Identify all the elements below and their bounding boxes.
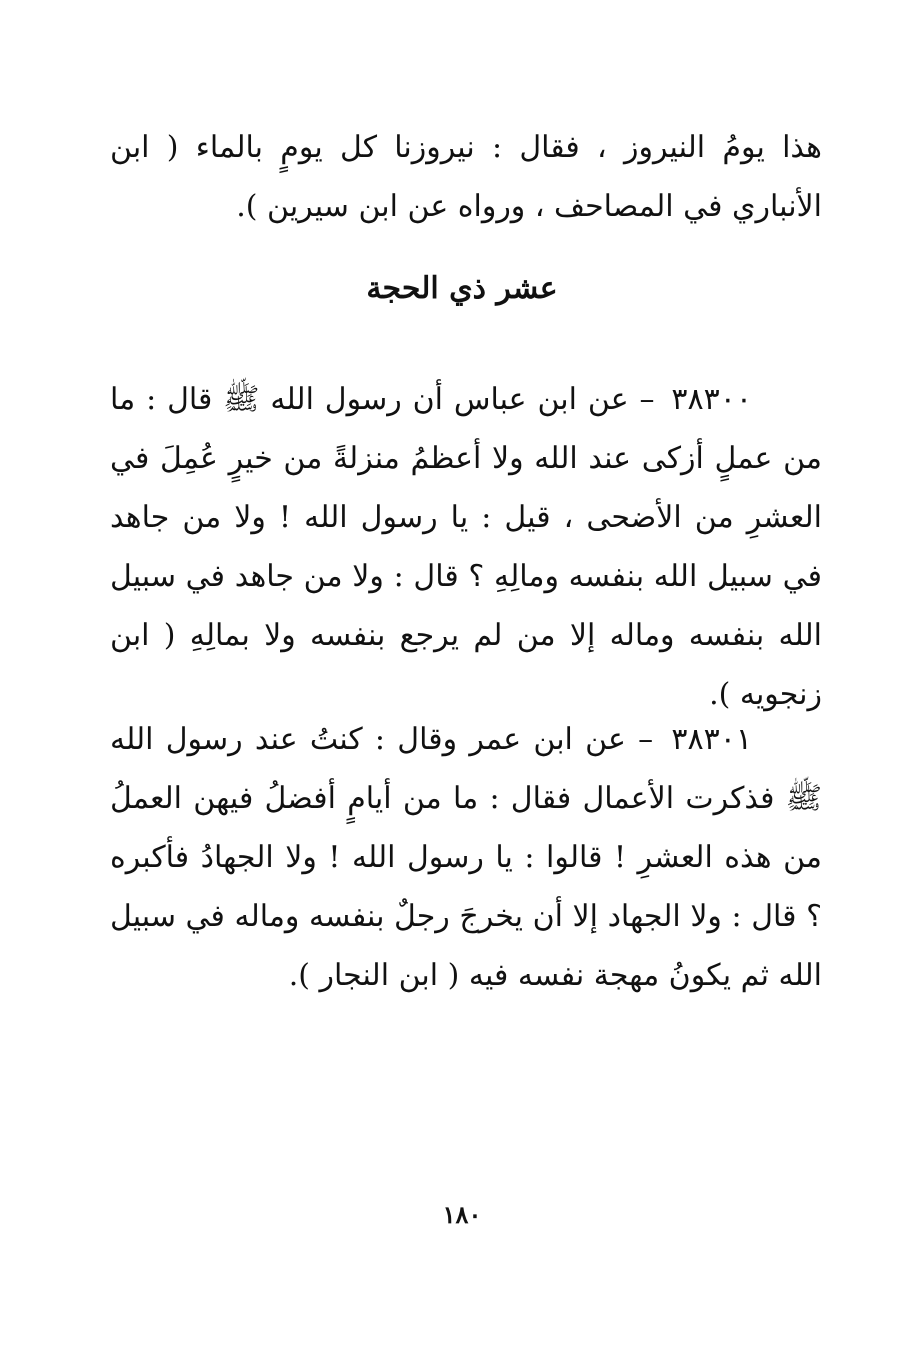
hadith-text: – عن ابن عمر وقال : كنتُ عند رسول الله ﷺ فذكرت الأعمال فقال : ما من أيامٍ أفضلُ فيهن العملُ من هذه العشرِ ! قالوا : يا رسول الله ! ولا الجهادُ فأكبره ؟ قال : ولا الجهاد إلا أن يخرجَ رجلٌ بنفسه وماله في سبيل الله ثم يكونُ مهجة نفسه فيه ( ابن النجار ). xyxy=(110,722,822,993)
hadith-number: ٣٨٣٠١ xyxy=(671,722,752,757)
intro-paragraph xyxy=(110,118,822,236)
hadith-entry xyxy=(110,710,822,1005)
hadith-entry xyxy=(110,370,822,724)
hadith-text: – عن ابن عباس أن رسول الله ﷺ قال : ما من عملٍ أزكى عند الله ولا أعظمُ منزلةً من خيرٍ عُمِلَ في العشرِ من الأضحى ، قيل : يا رسول الله ! ولا من جاهد في سبيل الله بنفسه ومالِهِ ؟ قال : ولا من جاهد في سبيل الله بنفسه وماله إلا من لم يرجع بنفسه ولا بمالِهِ ( ابن زنجويه ). xyxy=(110,382,822,712)
hadith-number: ٣٨٣٠٠ xyxy=(671,382,752,417)
section-heading: عشر ذي الحجة xyxy=(366,271,558,306)
page-number: ١٨٠ xyxy=(442,1200,482,1229)
intro-text: هذا يومُ النيروز ، فقال : نيروزنا كل يومٍ بالماء ( ابن الأنباري في المصاحف ، ورواه عن ابن سيرين ). xyxy=(110,130,822,224)
